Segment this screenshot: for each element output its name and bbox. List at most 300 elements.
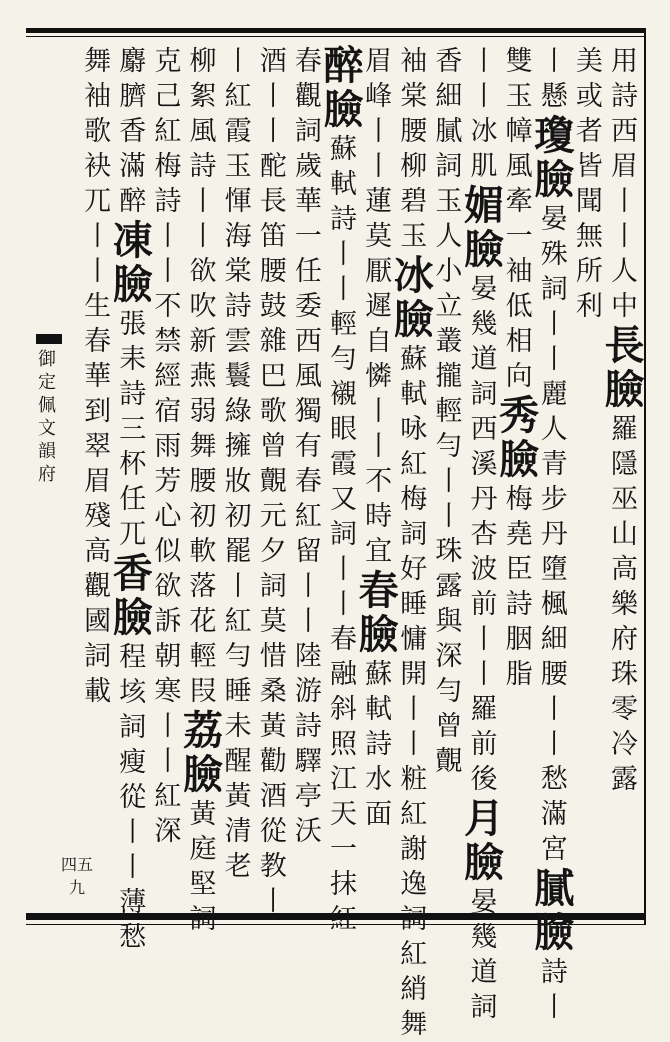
text-char: 酡 bbox=[259, 151, 287, 182]
text-char: 曾 bbox=[435, 711, 463, 742]
headword-char: 春 bbox=[358, 567, 399, 614]
text-char: 初 bbox=[189, 501, 217, 532]
text-char: 桑 bbox=[259, 676, 287, 707]
headword-char: 瓊 bbox=[534, 112, 575, 159]
text-char: 詩 bbox=[154, 186, 182, 217]
text-char: 堯 bbox=[505, 519, 533, 550]
text-char: 高 bbox=[84, 536, 112, 567]
text-char: 沃 bbox=[294, 816, 322, 847]
text-char: 無 bbox=[575, 221, 603, 252]
text-char: 睡 bbox=[224, 676, 252, 707]
text-char: 翠 bbox=[84, 431, 112, 462]
top-border bbox=[26, 28, 646, 33]
text-char: 蘇 bbox=[365, 659, 393, 690]
text-char: 風 bbox=[189, 116, 217, 147]
text-char: 羅 bbox=[470, 694, 498, 725]
text-char: 紅 bbox=[154, 781, 182, 812]
text-char: 老 bbox=[224, 851, 252, 882]
text-char: 隱 bbox=[610, 449, 638, 480]
text-char: 冰 bbox=[470, 116, 498, 147]
margin-column bbox=[30, 44, 93, 904]
text-char: 丨 bbox=[540, 344, 568, 375]
text-char: 丨 bbox=[365, 151, 393, 182]
text-char: 丨 bbox=[540, 309, 568, 340]
text-char: 丨 bbox=[540, 729, 568, 760]
text-char: 斜 bbox=[329, 694, 357, 725]
text-char: 人 bbox=[610, 256, 638, 287]
text-char: 詞 bbox=[84, 641, 112, 672]
text-char: 春 bbox=[294, 466, 322, 497]
headword-char: 臉 bbox=[534, 909, 575, 956]
text-char: 晏 bbox=[470, 274, 498, 305]
text-char: 懸 bbox=[540, 81, 568, 112]
headword-char: 荔 bbox=[182, 707, 223, 754]
text-char: 觀 bbox=[84, 571, 112, 602]
text-char: 步 bbox=[540, 484, 568, 515]
text-char: 詩 bbox=[189, 151, 217, 182]
text-char: 晏 bbox=[540, 204, 568, 235]
text-char: 觀 bbox=[294, 81, 322, 112]
headword-char: 媚 bbox=[463, 182, 504, 229]
text-char: 己 bbox=[154, 81, 182, 112]
text-char: 腰 bbox=[189, 466, 217, 497]
text-char: 莫 bbox=[259, 606, 287, 637]
top-border-thin bbox=[26, 36, 646, 37]
headword-char: 秀 bbox=[499, 392, 540, 439]
text-char: 舞 bbox=[189, 431, 217, 462]
text-char: 幾 bbox=[470, 309, 498, 340]
text-char: 覿 bbox=[259, 466, 287, 497]
text-char: 朝 bbox=[154, 641, 182, 672]
text-char: 雲 bbox=[224, 326, 252, 357]
spine-char: 韻 bbox=[38, 441, 56, 462]
text-char: 任 bbox=[119, 484, 147, 515]
headword-char: 長 bbox=[604, 322, 645, 369]
text-char: 兀 bbox=[119, 519, 147, 550]
text-char: 袖 bbox=[505, 256, 533, 287]
text-char: 抹 bbox=[329, 869, 357, 900]
text-char: 到 bbox=[84, 396, 112, 427]
text-char: 丨 bbox=[329, 589, 357, 620]
text-char: 絮 bbox=[189, 81, 217, 112]
text-char: 丨 bbox=[84, 221, 112, 252]
text-char: 丨 bbox=[470, 46, 498, 77]
text-char: 袖 bbox=[400, 46, 428, 77]
text-char: 妝 bbox=[224, 466, 252, 497]
headword-char: 冰 bbox=[393, 252, 434, 299]
text-char: 克 bbox=[154, 46, 182, 77]
text-char: 巴 bbox=[259, 361, 287, 392]
text-char: 蘇 bbox=[329, 134, 357, 165]
text-char: 詞 bbox=[470, 379, 498, 410]
text-char: 勸 bbox=[259, 746, 287, 777]
text-char: 丨 bbox=[224, 46, 252, 77]
text-char: 丨 bbox=[259, 81, 287, 112]
text-char: 丨 bbox=[540, 992, 568, 1023]
text-char: 咏 bbox=[400, 414, 428, 445]
text-char: 綃 bbox=[400, 974, 428, 1005]
text-char: 或 bbox=[575, 81, 603, 112]
text-char: 耒 bbox=[119, 344, 147, 375]
text-char: 笛 bbox=[259, 221, 287, 252]
text-char: 丨 bbox=[365, 396, 393, 427]
text-char: 丨 bbox=[329, 554, 357, 585]
text-char: 玉 bbox=[400, 221, 428, 252]
spine-char: 御 bbox=[38, 349, 56, 370]
text-char: 丨 bbox=[259, 116, 287, 147]
text-char: 照 bbox=[329, 729, 357, 760]
text-char: 梅 bbox=[400, 484, 428, 515]
text-char: 歌 bbox=[259, 396, 287, 427]
text-char: 從 bbox=[259, 816, 287, 847]
text-char: 任 bbox=[294, 256, 322, 287]
text-char: 惜 bbox=[259, 641, 287, 672]
text-char: 丨 bbox=[224, 571, 252, 602]
text-char: 杯 bbox=[119, 449, 147, 480]
text-char: 丨 bbox=[470, 81, 498, 112]
text-char: 委 bbox=[294, 291, 322, 322]
text-char: 風 bbox=[294, 361, 322, 392]
text-char: 蘇 bbox=[400, 344, 428, 375]
text-char: 向 bbox=[505, 361, 533, 392]
text-char: 細 bbox=[435, 81, 463, 112]
text-char: 夕 bbox=[259, 536, 287, 567]
text-char: 詞 bbox=[189, 904, 217, 935]
text-char: 軟 bbox=[189, 536, 217, 567]
text-char: 紅 bbox=[400, 939, 428, 970]
text-char: 詞 bbox=[294, 116, 322, 147]
text-char: 霞 bbox=[329, 449, 357, 480]
text-char: 零 bbox=[610, 694, 638, 725]
text-char: 皆 bbox=[575, 151, 603, 182]
text-char: 厭 bbox=[365, 256, 393, 287]
text-char: 詞 bbox=[470, 992, 498, 1023]
text-char: 梅 bbox=[154, 151, 182, 182]
text-char: 美 bbox=[575, 46, 603, 77]
text-char: 華 bbox=[84, 361, 112, 392]
text-char: 者 bbox=[575, 116, 603, 147]
text-char: 滿 bbox=[119, 151, 147, 182]
vertical-text-columns bbox=[80, 42, 645, 1040]
text-char: 袂 bbox=[84, 151, 112, 182]
text-char: 庭 bbox=[189, 834, 217, 865]
text-char: 一 bbox=[329, 834, 357, 865]
text-char: 棠 bbox=[224, 256, 252, 287]
text-char: 詩 bbox=[224, 291, 252, 322]
text-char: 殘 bbox=[84, 501, 112, 532]
text-char: 丨 bbox=[329, 274, 357, 305]
text-char: 落 bbox=[189, 571, 217, 602]
text-char: 利 bbox=[575, 291, 603, 322]
headword-char: 醉 bbox=[323, 42, 364, 89]
text-char: 丨 bbox=[470, 624, 498, 655]
text-char: 黃 bbox=[259, 711, 287, 742]
text-char: 深 bbox=[154, 816, 182, 847]
text-char: 雜 bbox=[259, 326, 287, 357]
text-char: 丨 bbox=[470, 659, 498, 690]
text-char: 自 bbox=[365, 326, 393, 357]
text-char: 幛 bbox=[505, 116, 533, 147]
text-char: 西 bbox=[470, 414, 498, 445]
text-char: 丨 bbox=[154, 746, 182, 777]
text-char: 丨 bbox=[610, 186, 638, 217]
text-char: 眼 bbox=[329, 414, 357, 445]
text-char: 春 bbox=[294, 46, 322, 77]
text-char: 游 bbox=[294, 676, 322, 707]
text-char: 丨 bbox=[294, 606, 322, 637]
spine-char: 府 bbox=[38, 464, 56, 485]
text-char: 三 bbox=[119, 414, 147, 445]
text-char: 青 bbox=[540, 449, 568, 480]
text-char: 中 bbox=[610, 291, 638, 322]
text-char: 牽 bbox=[505, 186, 533, 217]
headword-char: 臉 bbox=[463, 226, 504, 273]
text-char: 國 bbox=[84, 606, 112, 637]
text-char: 堅 bbox=[189, 869, 217, 900]
text-char: 梅 bbox=[505, 484, 533, 515]
text-char: 江 bbox=[329, 764, 357, 795]
headword-char: 臉 bbox=[604, 366, 645, 413]
text-char: 後 bbox=[470, 764, 498, 795]
text-char: 雙 bbox=[505, 46, 533, 77]
text-char: 勻 bbox=[435, 676, 463, 707]
headword-char: 臉 bbox=[182, 751, 223, 798]
text-char: 雨 bbox=[154, 431, 182, 462]
text-char: 鬟 bbox=[224, 361, 252, 392]
text-char: 兀 bbox=[84, 186, 112, 217]
text-char: 詩 bbox=[119, 379, 147, 410]
text-char: 深 bbox=[435, 641, 463, 672]
text-char: 叚 bbox=[189, 676, 217, 707]
text-char: 丨 bbox=[294, 571, 322, 602]
text-char: 歲 bbox=[294, 151, 322, 182]
text-char: 勻 bbox=[329, 344, 357, 375]
text-char: 西 bbox=[610, 116, 638, 147]
text-char: 晏 bbox=[470, 887, 498, 918]
text-char: 醒 bbox=[224, 746, 252, 777]
text-char: 蓮 bbox=[365, 186, 393, 217]
headword-char: 香 bbox=[112, 550, 153, 597]
text-char: 遲 bbox=[365, 291, 393, 322]
text-char: 墮 bbox=[540, 554, 568, 585]
text-char: 膩 bbox=[435, 116, 463, 147]
text-char: 載 bbox=[84, 676, 112, 707]
text-char: 惲 bbox=[224, 186, 252, 217]
text-char: 寒 bbox=[154, 676, 182, 707]
text-char: 一 bbox=[505, 221, 533, 252]
text-char: 輕 bbox=[435, 396, 463, 427]
text-char: 小 bbox=[435, 256, 463, 287]
text-char: 丹 bbox=[540, 519, 568, 550]
text-char: 羅 bbox=[610, 414, 638, 445]
text-char: 不 bbox=[154, 291, 182, 322]
text-char: 欲 bbox=[189, 256, 217, 287]
text-char: 宜 bbox=[365, 536, 393, 567]
text-char: 腰 bbox=[400, 116, 428, 147]
text-char: 春 bbox=[329, 624, 357, 655]
text-char: 輕 bbox=[189, 641, 217, 672]
text-char: 輕 bbox=[329, 309, 357, 340]
text-char: 水 bbox=[365, 764, 393, 795]
text-char: 睡 bbox=[400, 589, 428, 620]
spine-fishtail-mark bbox=[36, 334, 62, 344]
text-char: 黃 bbox=[189, 799, 217, 830]
text-char: 臣 bbox=[505, 554, 533, 585]
text-char: 眉 bbox=[84, 466, 112, 497]
text-char: 花 bbox=[189, 606, 217, 637]
text-char: 柳 bbox=[400, 151, 428, 182]
text-char: 清 bbox=[224, 816, 252, 847]
text-char: 華 bbox=[294, 186, 322, 217]
headword-char: 凍 bbox=[112, 217, 153, 264]
spine-char: 佩 bbox=[38, 395, 56, 416]
headword-char: 膩 bbox=[534, 865, 575, 912]
text-char: 面 bbox=[365, 799, 393, 830]
text-char: 肌 bbox=[470, 151, 498, 182]
text-char: 丨 bbox=[329, 239, 357, 270]
text-char: 山 bbox=[610, 519, 638, 550]
text-char: 覿 bbox=[435, 746, 463, 777]
spine-char: 文 bbox=[38, 418, 56, 439]
text-char: 舞 bbox=[84, 46, 112, 77]
text-char: 不 bbox=[365, 466, 393, 497]
text-char: 道 bbox=[470, 344, 498, 375]
text-char: 教 bbox=[259, 851, 287, 882]
text-char: 春 bbox=[84, 326, 112, 357]
text-char: 從 bbox=[119, 782, 147, 813]
text-char: 玉 bbox=[435, 186, 463, 217]
text-char: 未 bbox=[224, 711, 252, 742]
text-char: 張 bbox=[119, 309, 147, 340]
headword-char: 臉 bbox=[323, 86, 364, 133]
text-char: 胭 bbox=[505, 624, 533, 655]
book-title-spine bbox=[33, 348, 61, 486]
text-char: 霞 bbox=[224, 116, 252, 147]
text-char: 冷 bbox=[610, 729, 638, 760]
text-char: 用 bbox=[610, 46, 638, 77]
text-char: 脂 bbox=[505, 659, 533, 690]
headword-char: 臉 bbox=[463, 839, 504, 886]
text-char: 與 bbox=[435, 606, 463, 637]
text-char: 詞 bbox=[119, 712, 147, 743]
text-char: 垓 bbox=[119, 677, 147, 708]
text-char: 丨 bbox=[400, 729, 428, 760]
text-char: 勻 bbox=[224, 641, 252, 672]
text-char: 新 bbox=[189, 326, 217, 357]
text-char: 玉 bbox=[224, 151, 252, 182]
text-char: 丨 bbox=[84, 256, 112, 287]
text-char: 殊 bbox=[540, 239, 568, 270]
text-char: 府 bbox=[610, 624, 638, 655]
text-char: 丨 bbox=[189, 221, 217, 252]
text-char: 香 bbox=[119, 116, 147, 147]
text-char: 攏 bbox=[435, 361, 463, 392]
text-char: 紅 bbox=[224, 606, 252, 637]
text-char: 丨 bbox=[154, 711, 182, 742]
text-char: 欲 bbox=[154, 571, 182, 602]
text-char: 腰 bbox=[540, 659, 568, 690]
text-char: 詞 bbox=[259, 571, 287, 602]
text-char: 棠 bbox=[400, 81, 428, 112]
text-char: 初 bbox=[224, 501, 252, 532]
text-char: 獨 bbox=[294, 396, 322, 427]
text-char: 詩 bbox=[540, 957, 568, 988]
text-char: 幾 bbox=[470, 922, 498, 953]
folio-number: 四五九 bbox=[60, 855, 93, 897]
headword-char: 臉 bbox=[393, 296, 434, 343]
text-char: 眉 bbox=[365, 46, 393, 77]
text-char: 陸 bbox=[294, 641, 322, 672]
text-char: 叢 bbox=[435, 326, 463, 357]
text-char: 滿 bbox=[540, 799, 568, 830]
text-char: 軾 bbox=[400, 379, 428, 410]
text-char: 綠 bbox=[224, 396, 252, 427]
text-column bbox=[74, 44, 122, 906]
text-char: 巫 bbox=[610, 484, 638, 515]
text-char: 長 bbox=[259, 186, 287, 217]
text-char: 留 bbox=[294, 536, 322, 567]
text-char: 珠 bbox=[435, 536, 463, 567]
text-char: 禁 bbox=[154, 326, 182, 357]
text-char: 玉 bbox=[505, 81, 533, 112]
text-char: 紅 bbox=[294, 501, 322, 532]
text-char: 勻 bbox=[435, 431, 463, 462]
text-char: 溪 bbox=[470, 449, 498, 480]
text-char: 紅 bbox=[154, 116, 182, 147]
text-char: 丨 bbox=[540, 694, 568, 725]
text-char: 紅 bbox=[400, 799, 428, 830]
text-char: 西 bbox=[294, 326, 322, 357]
text-char: 訴 bbox=[154, 606, 182, 637]
text-char: 驛 bbox=[294, 746, 322, 777]
text-char: 麗 bbox=[540, 379, 568, 410]
text-char: 相 bbox=[505, 326, 533, 357]
text-char: 樂 bbox=[610, 589, 638, 620]
text-char: 慵 bbox=[400, 624, 428, 655]
text-char: 丨 bbox=[259, 886, 287, 917]
text-char: 腰 bbox=[259, 256, 287, 287]
text-char: 聞 bbox=[575, 186, 603, 217]
text-char: 丨 bbox=[365, 431, 393, 462]
text-char: 愁 bbox=[119, 922, 147, 953]
text-char: 黃 bbox=[224, 781, 252, 812]
text-char: 憐 bbox=[365, 361, 393, 392]
text-char: 逸 bbox=[400, 869, 428, 900]
text-char: 波 bbox=[470, 554, 498, 585]
text-char: 程 bbox=[119, 642, 147, 673]
text-char: 詩 bbox=[294, 711, 322, 742]
text-char: 詞 bbox=[329, 519, 357, 550]
text-char: 丨 bbox=[365, 116, 393, 147]
text-char: 吹 bbox=[189, 291, 217, 322]
text-char: 眉 bbox=[610, 151, 638, 182]
headword-char: 臉 bbox=[358, 611, 399, 658]
text-char: 麝 bbox=[119, 46, 147, 77]
text-char: 謝 bbox=[400, 834, 428, 865]
text-char: 宮 bbox=[540, 834, 568, 865]
text-char: 碧 bbox=[400, 186, 428, 217]
text-char: 軾 bbox=[329, 169, 357, 200]
text-char: 臍 bbox=[119, 81, 147, 112]
text-char: 道 bbox=[470, 957, 498, 988]
text-char: 紅 bbox=[224, 81, 252, 112]
text-char: 袖 bbox=[84, 81, 112, 112]
text-char: 丨 bbox=[435, 466, 463, 497]
text-char: 所 bbox=[575, 256, 603, 287]
text-char: 珠 bbox=[610, 659, 638, 690]
text-char: 鼓 bbox=[259, 291, 287, 322]
text-char: 罷 bbox=[224, 536, 252, 567]
